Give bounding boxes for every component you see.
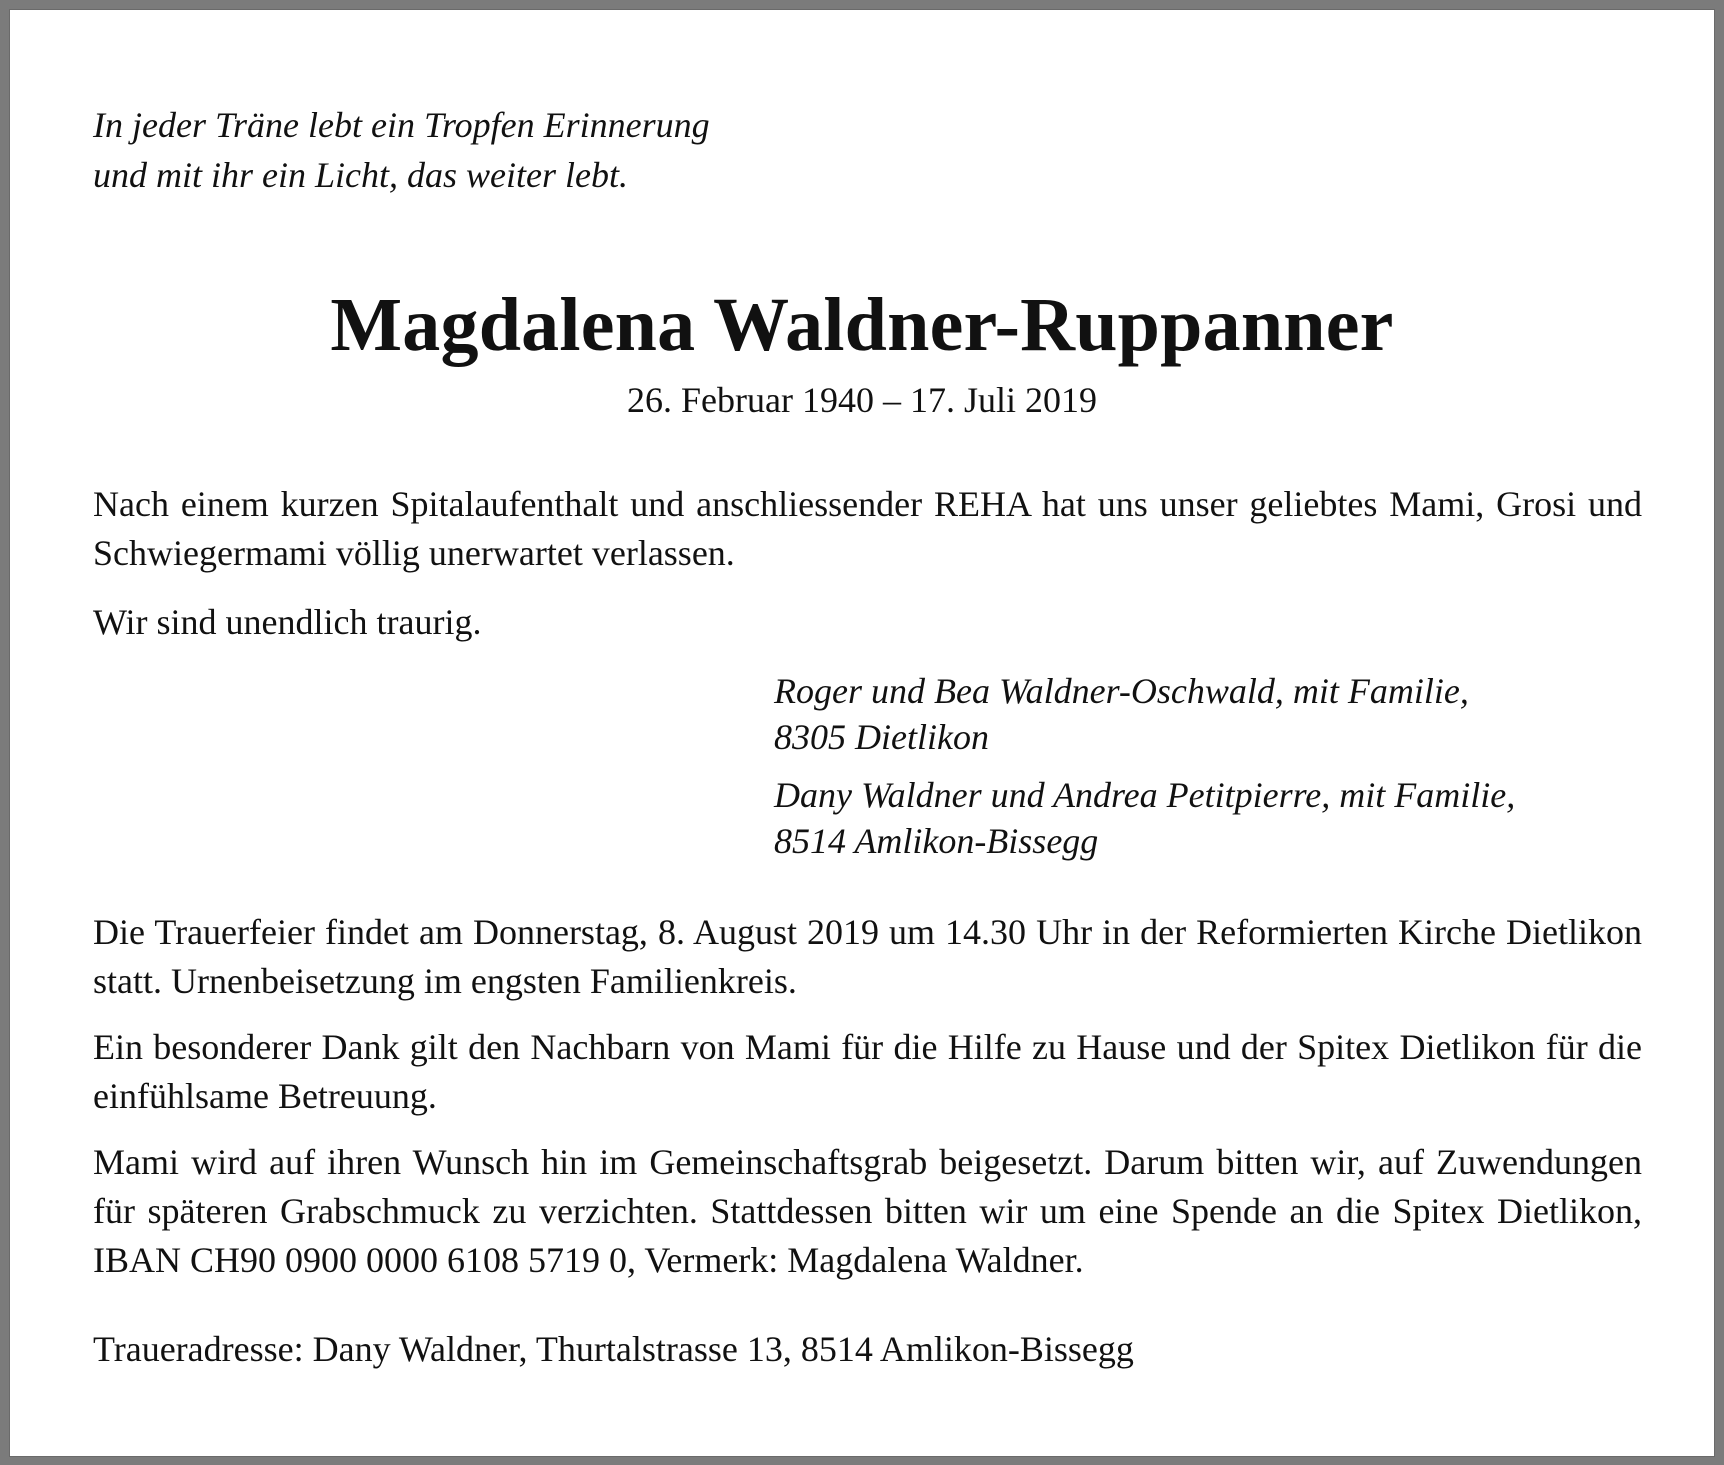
donation-paragraph: Mami wird auf ihren Wunsch hin im Gemeinschaftsgrab beigesetzt. Darum bitten wir, auf Zuwendungen für späteren Grabschmuck zu verzichten. Stattdessen bitten wir um eine Spende an die Spitex Dietlikon, IBAN CH90 0900 0000 6108 5719 0, Vermerk: Magdalena Waldner. [93, 1142, 1642, 1280]
motto-line-2: und mit ihr ein Licht, das weiter lebt. [93, 155, 628, 195]
deceased-name: Magdalena Waldner-Ruppanner [330, 283, 1394, 367]
life-dates: 26. Februar 1940 – 17. Juli 2019 [627, 380, 1097, 420]
mourner-place: 8305 Dietlikon [774, 717, 989, 757]
mourners-list [774, 668, 1515, 876]
thanks-paragraph: Ein besonderer Dank gilt den Nachbarn von Mami für die Hilfe zu Hause und der Spitex Dietlikon für die einfühlsame Betreuung. [93, 1027, 1642, 1116]
motto-quote [93, 100, 710, 200]
ceremony-paragraph: Die Trauerfeier findet am Donnerstag, 8. August 2019 um 14.30 Uhr in der Reformierten Kirche Dietlikon statt. Urnenbeisetzung im engsten Familienkreis. [93, 912, 1642, 1001]
motto-line-1: In jeder Träne lebt ein Tropfen Erinnerung [93, 105, 710, 145]
announcement-paragraph: Nach einem kurzen Spitalaufenthalt und anschliessender REHA hat uns unser geliebtes Mami, Grosi und Schwiegermami völlig unerwartet verlassen. [93, 484, 1642, 573]
mourner-names: Dany Waldner und Andrea Petitpierre, mit Familie, [774, 775, 1516, 815]
sadness-paragraph: Wir sind unendlich traurig. [93, 602, 482, 642]
obituary-card [10, 10, 1714, 1456]
mourner-entry [774, 772, 1515, 864]
mourner-names: Roger und Bea Waldner-Oschwald, mit Familie, [774, 671, 1469, 711]
mourner-entry [774, 668, 1515, 760]
mourning-address: Traueradresse: Dany Waldner, Thurtalstrasse 13, 8514 Amlikon-Bissegg [93, 1329, 1134, 1369]
mourner-place: 8514 Amlikon-Bissegg [774, 821, 1099, 861]
